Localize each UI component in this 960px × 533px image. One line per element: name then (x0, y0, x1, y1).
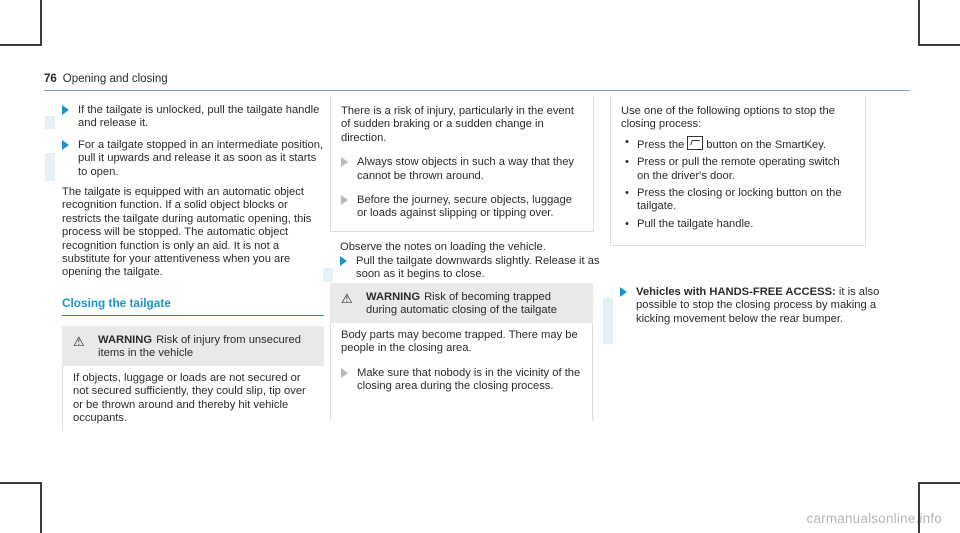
list-item: • Press or pull the remote operating switch on the driver's door. (621, 156, 855, 183)
warning-body: If objects, luggage or loads are not secured or not secured sufficiently, they could slip, tip over or be thrown around and thereby hit vehicle occupants. (62, 366, 324, 432)
tailgate-key-icon (687, 136, 703, 150)
list-item: • Press the closing or locking button on the tailgate. (621, 187, 855, 214)
column-1 (62, 104, 324, 179)
step-arrow-icon (340, 256, 347, 266)
crop-mark (918, 0, 920, 46)
step-arrow-icon (341, 157, 348, 167)
section-heading: Closing the tailgate (62, 297, 324, 316)
list-item: • Pull the tailgate handle. (621, 218, 855, 231)
body-paragraph: Observe the notes on loading the vehicle. (340, 241, 546, 253)
list-item: Before the journey, secure objects, luggage or loads against slipping or tipping over. (341, 194, 583, 221)
step-arrow-icon (62, 105, 69, 115)
step-arrow-icon (341, 195, 348, 205)
warning-triangle-icon: ⚠ (341, 291, 353, 306)
header-rule (44, 90, 910, 91)
body-paragraph: The tailgate is equipped with an automatic object recognition function. If a solid object blocks or restricts the tailgate during automatic opening, this process will be stopped. The automatic object recognition function is only an aid. It is not a substitute for your attentiveness when you are opening the tailgate. (62, 186, 312, 279)
warning-box-continued: Use one of the following options to stop the closing process: • Press the button on the SmartKey. • Press or pull the remote operating switch on the driver's door. • Press the closing or locking button on the tailgate. • Pull the tailgate handle. (610, 96, 866, 246)
warning-box (330, 283, 593, 421)
crop-mark (918, 482, 960, 484)
crop-mark (0, 482, 42, 484)
page-number: 76 (44, 73, 57, 85)
list-item: Vehicles with HANDS-FREE ACCESS: it is also possible to stop the closing process by making a kicking movement below the rear bumper. (620, 286, 880, 326)
section-rule (62, 315, 324, 316)
step-arrow-icon (62, 140, 69, 150)
warning-header: ⚠ WARNING Risk of becoming trapped during automatic closing of the tailgate (330, 283, 593, 323)
list-item: Make sure that nobody is in the vicinity of the closing area during the closing process. (341, 367, 582, 394)
list-item: Pull the tailgate downwards slightly. Release it as soon as it begins to close. (340, 255, 606, 282)
options-list (621, 136, 855, 231)
crop-mark (0, 44, 42, 46)
warning-triangle-icon: ⚠ (73, 334, 85, 349)
list-item: • Press the button on the SmartKey. (621, 136, 855, 152)
crop-mark (918, 44, 960, 46)
warning-header: ⚠ WARNING Risk of injury from unsecured items in the vehicle (62, 326, 324, 366)
page-title: Opening and closing (62, 73, 168, 85)
warning-box-continued: There is a risk of injury, particularly in the event of sudden braking or a sudden change in direction. Always stow objects in such a way that they cannot be thrown around. Before the journey, secure objects, luggage or loads against slipping or tipping over. (330, 96, 594, 232)
watermark: carmanualsonline.info (806, 510, 942, 526)
crop-mark (40, 0, 42, 46)
list-item: For a tailgate stopped in an intermediate position, pull it upwards and release it as soon as it starts to open. (62, 139, 324, 179)
step-arrow-icon (620, 287, 627, 297)
page-header (44, 73, 168, 86)
list-item: If the tailgate is unlocked, pull the tailgate handle and release it. (62, 104, 324, 131)
warning-body: Body parts may become trapped. There may be people in the closing area. Make sure that nobody is in the vicinity of the closing area during the closing process. (330, 323, 593, 421)
list-item: Always stow objects in such a way that they cannot be thrown around. (341, 156, 583, 183)
step-arrow-icon (341, 368, 348, 378)
warning-box (62, 326, 324, 431)
crop-mark (40, 482, 42, 533)
